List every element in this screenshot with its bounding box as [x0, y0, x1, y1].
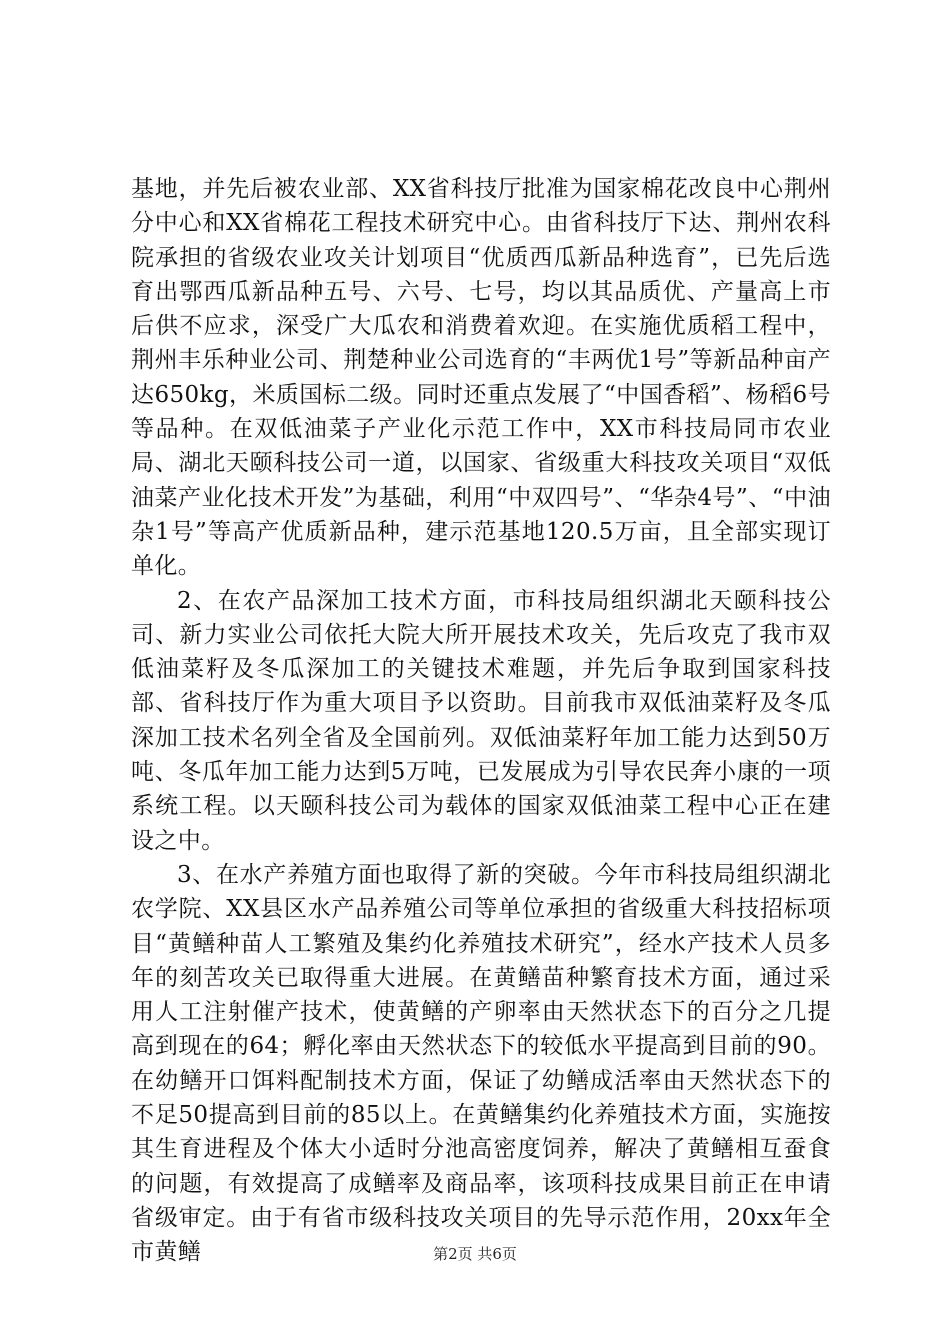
- paragraph-item-3: 3、在水产养殖方面也取得了新的突破。今年市科技局组织湖北农学院、XX县区水产品养殖公司等单位承担的省级重大科技招标项目“黄鳝种苗人工繁殖及集约化养殖技术研究”，经水产技术人员多年的刻苦攻关已取得重大进展。在黄鳝苗种繁育技术方面，通过采用人工注射催产技术，使黄鳝的产卵率由天然状态下的百分之几提高到现在的64；孵化率由天然状态下的较低水平提高到目前的90。在幼鳝开口饵料配制技术方面，保证了幼鳝成活率由天然状态下的不足50提高到目前的85以上。在黄鳝集约化养殖技术方面，实施按其生育进程及个体大小适时分池高密度饲养，解决了黄鳝相互蚕食的问题，有效提高了成鳝率及商品率，该项科技成果目前正在申请省级审定。由于有省市级科技攻关项目的先导示范作用，20xx年全市黄鳝: [131, 861, 831, 1266]
- paragraph-item-2: 2、在农产品深加工技术方面，市科技局组织湖北天颐科技公司、新力实业公司依托大院大所开展技术攻关，先后攻克了我市双低油菜籽及冬瓜深加工的关键技术难题，并先后争取到国家科技部、省科技厅作为重大项目予以资助。目前我市双低油菜籽及冬瓜深加工技术名列全省及全国前列。双低油菜籽年加工能力达到50万吨、冬瓜年加工能力达到5万吨，已发展成为引导农民奔小康的一项系统工程。以天颐科技公司为载体的国家双低油菜工程中心正在建设之中。: [131, 587, 831, 854]
- page-number-footer: 第2页 共6页: [433, 1245, 517, 1263]
- paragraph-continuation: 基地，并先后被农业部、XX省科技厅批准为国家棉花改良中心荆州分中心和XX省棉花工程技术研究中心。由省科技厅下达、荆州农科院承担的省级农业攻关计划项目“优质西瓜新品种选育”，已先后选育出鄂西瓜新品种五号、六号、七号，均以其品质优、产量高上市后供不应求，深受广大瓜农和消费着欢迎。在实施优质稻工程中，荆州丰乐种业公司、荆楚种业公司选育的“丰两优1号”等新品种亩产达650kg，米质国标二级。同时还重点发展了“中国香稻”、杨稻6号等品种。在双低油菜子产业化示范工作中，XX市科技局同市农业局、湖北天颐科技公司一道，以国家、省级重大科技攻关项目“双低油菜产业化技术开发”为基础，利用“中双四号”、“华杂4号”、“中油杂1号”等高产优质新品种，建示范基地120.5万亩，且全部实现订单化。: [131, 176, 831, 580]
- document-body: [131, 172, 831, 1270]
